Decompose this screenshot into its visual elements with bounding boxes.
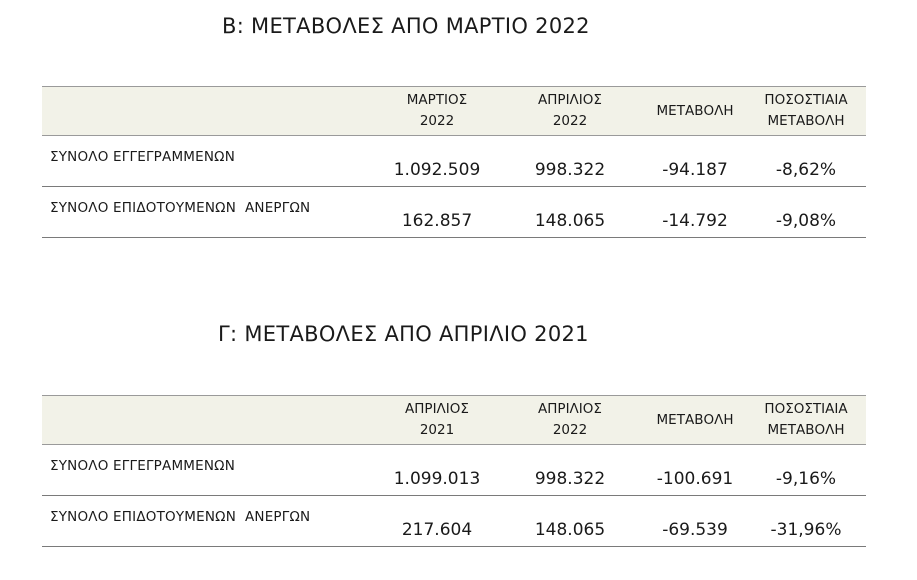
header-col-1-line-2: 2021 <box>419 422 455 438</box>
row-value: -8,62% <box>775 160 837 180</box>
row-label: ΣΥΝΟΛΟ ΕΓΓΕΓΡΑΜΜΕΝΩΝ <box>50 149 235 165</box>
row-value: 148.065 <box>534 211 606 231</box>
header-col-1-line-1: ΑΠΡΙΛΙΟΣ <box>405 401 469 417</box>
table-row <box>42 496 866 547</box>
header-col-4 <box>756 396 856 444</box>
header-col-4-line-1: ΠΟΣΟΣΤΙΑΙΑ <box>764 401 848 417</box>
header-col-4 <box>756 87 856 135</box>
row-value: -31,96% <box>770 520 842 540</box>
header-col-3 <box>630 396 760 444</box>
section-b-title: Β: ΜΕΤΑΒΟΛΕΣ ΑΠΟ ΜΑΡΤΙΟ 2022 <box>222 14 590 38</box>
row-value: 1.099.013 <box>393 469 481 489</box>
row-value: 998.322 <box>534 160 606 180</box>
row-value: 998.322 <box>534 469 606 489</box>
row-label: ΣΥΝΟΛΟ ΕΓΓΕΓΡΑΜΜΕΝΩΝ <box>50 458 235 474</box>
table-changes-from-april-2021 <box>42 395 866 547</box>
header-col-1 <box>372 87 502 135</box>
header-col-4-line-1: ΠΟΣΟΣΤΙΑΙΑ <box>764 92 848 108</box>
row-value: 1.092.509 <box>393 160 481 180</box>
row-label: ΣΥΝΟΛΟ ΕΠΙΔΟΤΟΥΜΕΝΩΝ ΑΝΕΡΓΩΝ <box>50 200 311 216</box>
row-value: 162.857 <box>401 211 473 231</box>
header-col-4-line-2: ΜΕΤΑΒΟΛΗ <box>767 113 845 129</box>
row-value: -9,16% <box>775 469 837 489</box>
row-value: -94.187 <box>662 160 728 180</box>
row-label: ΣΥΝΟΛΟ ΕΠΙΔΟΤΟΥΜΕΝΩΝ ΑΝΕΡΓΩΝ <box>50 509 311 525</box>
row-value: 148.065 <box>534 520 606 540</box>
header-col-3-line-1: ΜΕΤΑΒΟΛΗ <box>656 411 734 428</box>
section-c-title: Γ: ΜΕΤΑΒΟΛΕΣ ΑΠΟ ΑΠΡΙΛΙΟ 2021 <box>218 322 589 346</box>
header-col-2-line-2: 2022 <box>552 113 588 129</box>
header-col-2-line-1: ΑΠΡΙΛΙΟΣ <box>538 92 602 108</box>
row-value: -100.691 <box>656 469 734 489</box>
header-col-2-line-2: 2022 <box>552 422 588 438</box>
table-row <box>42 136 866 187</box>
row-value: 217.604 <box>401 520 473 540</box>
header-col-2-line-1: ΑΠΡΙΛΙΟΣ <box>538 401 602 417</box>
table-header <box>42 86 866 136</box>
table-header <box>42 395 866 445</box>
row-value: -14.792 <box>662 211 728 231</box>
header-col-1-line-1: ΜΑΡΤΙΟΣ <box>406 92 468 108</box>
header-col-1 <box>372 396 502 444</box>
table-row <box>42 187 866 238</box>
header-col-2 <box>505 87 635 135</box>
table-changes-from-march-2022 <box>42 86 866 238</box>
table-row <box>42 445 866 496</box>
header-col-3-line-1: ΜΕΤΑΒΟΛΗ <box>656 102 734 119</box>
row-value: -9,08% <box>775 211 837 231</box>
header-col-2 <box>505 396 635 444</box>
header-col-4-line-2: ΜΕΤΑΒΟΛΗ <box>767 422 845 438</box>
row-value: -69.539 <box>662 520 728 540</box>
header-col-3 <box>630 87 760 135</box>
header-col-1-line-2: 2022 <box>419 113 455 129</box>
